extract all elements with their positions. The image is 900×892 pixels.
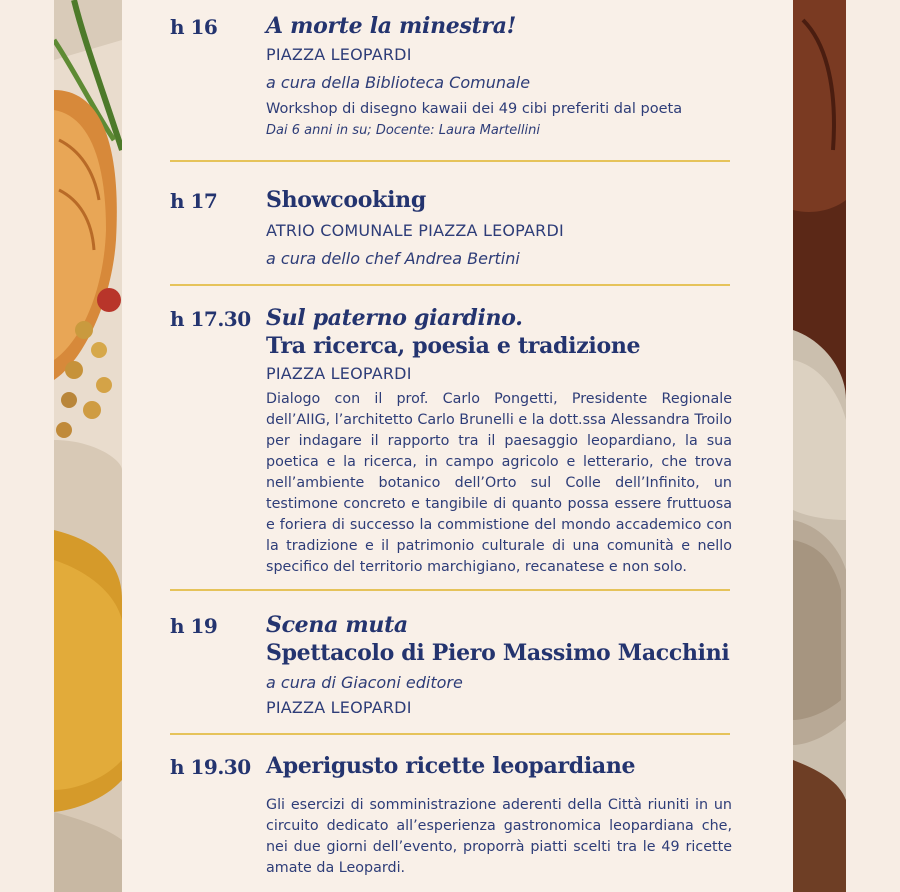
event-time: h 17: [170, 189, 218, 213]
food-photo-right: [793, 0, 846, 892]
event-title: A morte la minestra!: [266, 13, 517, 39]
event-place: PIAZZA LEOPARDI: [266, 45, 412, 64]
event-h17: [170, 186, 732, 276]
event-h19: [170, 611, 732, 721]
event-curator: a cura di Giaconi editore: [266, 673, 463, 692]
program-panel: [122, 0, 793, 892]
event-time: h 19.30: [170, 755, 251, 779]
event-note: Dai 6 anni in su; Docente: Laura Martellini: [266, 123, 540, 138]
food-illustration-right: [793, 0, 846, 892]
event-time: h 17.30: [170, 307, 251, 331]
event-title-line1: Sul paterno giardino.: [266, 305, 523, 331]
event-time: h 16: [170, 15, 218, 39]
event-place: ATRIO COMUNALE PIAZZA LEOPARDI: [266, 221, 564, 240]
event-curator: a cura dello chef Andrea Bertini: [266, 249, 520, 268]
event-title: Aperigusto ricette leopardiane: [266, 753, 636, 779]
event-place: PIAZZA LEOPARDI: [266, 364, 412, 383]
food-illustration-left: [54, 0, 122, 892]
page-margin-right: [846, 0, 900, 892]
separator-rule: [170, 160, 730, 162]
separator-rule: [170, 733, 730, 735]
event-h16: [170, 12, 732, 152]
food-photo-left: [54, 0, 122, 892]
event-description: Gli esercizi di somministrazione aderenti della Città riuniti in un circuito dedicato all’esperienza gastronomica leopardiana che, nei due giorni dell’evento, proporrà piatti scelti tra le 49 ricette amate da Leopardi.: [266, 797, 732, 876]
event-title-line2: Tra ricerca, poesia e tradizione: [266, 333, 641, 359]
event-title: Showcooking: [266, 187, 426, 213]
separator-rule: [170, 284, 730, 286]
event-h1930: [170, 752, 732, 882]
page-margin-left: [0, 0, 54, 892]
event-title-line1: Scena muta: [266, 612, 408, 638]
event-title-line2: Spettacolo di Piero Massimo Macchini: [266, 640, 730, 666]
separator-rule: [170, 589, 730, 591]
event-curator: a cura della Biblioteca Comunale: [266, 73, 531, 92]
event-place: PIAZZA LEOPARDI: [266, 698, 412, 717]
event-description: Dialogo con il prof. Carlo Pongetti, Presidente Regionale dell’AIIG, l’architetto Carlo Brunelli e la dott.ssa Alessandra Troilo per indagare il rapporto tra il paesaggio leopardiano, la sua poetica e la ricerca, in campo agricolo e letterario, che trova nell’ambiente botanico dell’Orto sul Colle dell’Infinito, un testimone concreto e tangibile di quanto possa essere fruttuosa e foriera di successo la commistione del mondo accademico con la tradizione e il patrimonio culturale di una comunità e nello specifico del territorio marchigiano, recanatese e non solo.: [266, 391, 732, 575]
event-time: h 19: [170, 614, 218, 638]
event-h1730: [170, 304, 732, 574]
event-description: Workshop di disegno kawaii dei 49 cibi preferiti dal poeta: [266, 101, 683, 117]
